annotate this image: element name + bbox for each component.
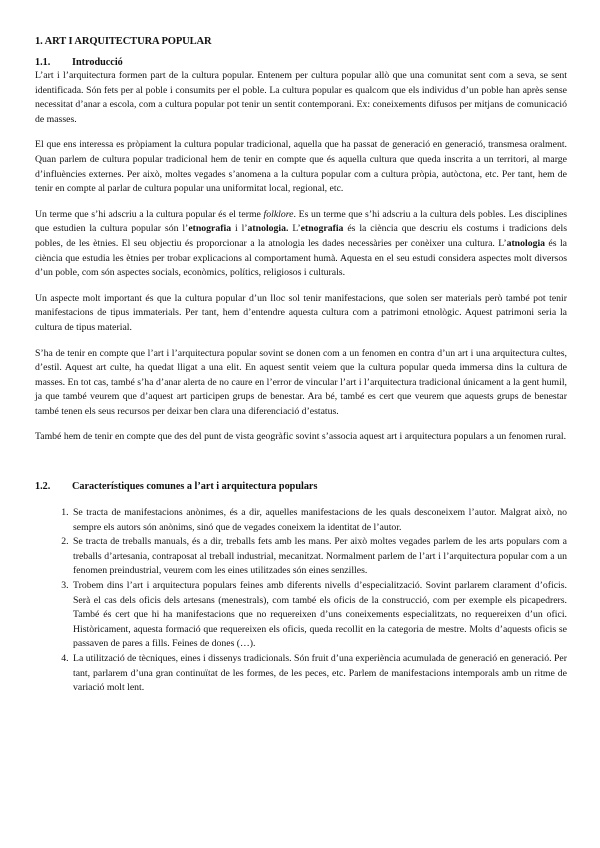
- document-title: 1. ART I ARQUITECTURA POPULAR: [35, 36, 212, 47]
- list-item: 3. Trobem dins l’art i arquitectura populars feines amb diferents nivells d’especialització. Sovint parlarem clarament d’oficis. Serà el cas dels oficis dels artesans (menestrals), com també els oficis de la construcció, com per exemple els picapedrers. També és cert que hi ha manifestacions que no requereixen d’uns coneixements especialitzats, no requereixen d’un ofici. Històricament, aquesta formació que requereixen els oficis, queda recollit en la categoria de mestre. Molts d’aquests oficis se passaven de pares a fills. Feines de dones (…).: [71, 579, 567, 652]
- list-item: 1. Se tracta de manifestacions anònimes, és a dir, aquelles manifestacions de les quals desconeixem l’autor. Malgrat això, no sempre els autors són anònims, sinó que de vegades coneixem la identitat de l’autor.: [71, 506, 567, 535]
- list-item: 2. Se tracta de treballs manuals, és a dir, treballs fets amb les mans. Per això moltes vegades parlem de les arts populars com a treballs d’artesania, contraposat al treball industrial, mecanitzat. Normalment parlem de l’art i l’arquitectura popular com a un fenomen preindustrial, veurem com les eines utilitzades són eines senzilles.: [71, 535, 567, 579]
- section-title: Introducció: [72, 57, 123, 68]
- term-atnologia-def: atnologia: [506, 237, 546, 249]
- section-number: 1.1.: [35, 57, 51, 68]
- paragraph-2: El que ens interessa es pròpiament la cultura popular tradicional, aquella que ha passat de generació en generació, transmesa oralment. Quan parlem de cultura popular tradicional hem de tenir en compte que és aquella cultura que queda inscrita a un territori, al marge d’influències externes. Per això, moltes vegades s’anomena a la cultura popular com a cultura pròpia, autòctona, etc. Per tant, hem de tenir en compte al parlar de cultura popular una uniformitat local, regional, etc.: [35, 139, 567, 195]
- term-etnografia: etnografia: [188, 223, 232, 235]
- paragraph-4: Un aspecte molt important és que la cultura popular d’un lloc sol tenir manifestacions, que solen ser materials però també pot tenir manifestacions de tipus immaterials. Per tant, hem d’entendre aquesta cultura com a patrimoni etnològic. Aquest patrimoni seria la cultura de tipus material.: [35, 292, 567, 333]
- paragraph-1: L’art i l’arquitectura formen part de la cultura popular. Entenem per cultura popular allò que una comunitat sent com a seva, se sent identificada. Són fets per al poble i consumits per el poble. La cultura popular es qualcom que els individus d’un poble han après sense necessitat d’anar a escola, com a cultura popular pot tenir un sentit contemporani. Ex: coneixements difusos per mitjans de comunicació de masses.: [35, 70, 567, 125]
- section-title: Característiques comunes a l’art i arquitectura populars: [72, 481, 318, 493]
- section-heading-caracteristiques: [35, 481, 567, 492]
- term-atnologia: atnologia.: [247, 223, 289, 235]
- section-heading-introduccio: [35, 57, 567, 68]
- document-page: [35, 36, 567, 696]
- paragraph-3: Un terme que s’hi adscriu a la cultura popular és el terme folklore. Es un terme que s’hi adscriu a la cultura dels pobles. Les disciplines que estudien la cultura popular són l’etnografia i l’atnologia. L’etnografia és la ciència que descriu els costums i tradicions dels pobles, de les ètnies. El seu objectiu és proporcionar a la atnologia les dades necessàries per conèixer una cultura. L’atnologia és la ciència que estudia les ètnies per trobar explicacions al comportament humà. Aquesta en el seu estudi considera aspectes molt diversos d’un poble, com són aspectes socials, econòmics, polítics, religiosos i culturals.: [35, 208, 567, 279]
- paragraph-6: També hem de tenir en compte que des del punt de vista geogràfic sovint s’associa aquest art i arquitectura populars a un fenomen rural.: [35, 431, 567, 443]
- term-folklore: folklore: [263, 208, 294, 220]
- characteristics-list: [35, 506, 567, 696]
- section-number: 1.2.: [35, 481, 51, 493]
- paragraph-5: S’ha de tenir en compte que l’art i l’arquitectura popular sovint se donen com a un fenomen en contra d’un art i una arquitectura cultes, d’estil. Aquest art culte, ha quedat lligat a una elit. En aquest sentit veiem que la cultura popular queda immersa dins la cultura de masses. En tot cas, també s’ha d’anar alerta de no caure en l’error de vincular l’art i l’arquitectura tradicional únicament a la gent humil, ja que també veurem que d’aquest art participen grups de benestar. Ara bé, també es cert que veurem que aquests grups de benestar també tenen els seus recursos per deixar ben clara una diferenciació d’estatus.: [35, 347, 567, 417]
- term-etnografia-def: etnografia: [300, 223, 344, 235]
- list-item: 4. La utilització de tècniques, eines i dissenys tradicionals. Són fruit d’una experiència acumulada de generació en generació. Per tant, parlarem d’una gran continuïtat de les formes, de les peces, etc. Parlem de manifestacions intemporals amb un ritme de variació molt lent.: [71, 652, 567, 696]
